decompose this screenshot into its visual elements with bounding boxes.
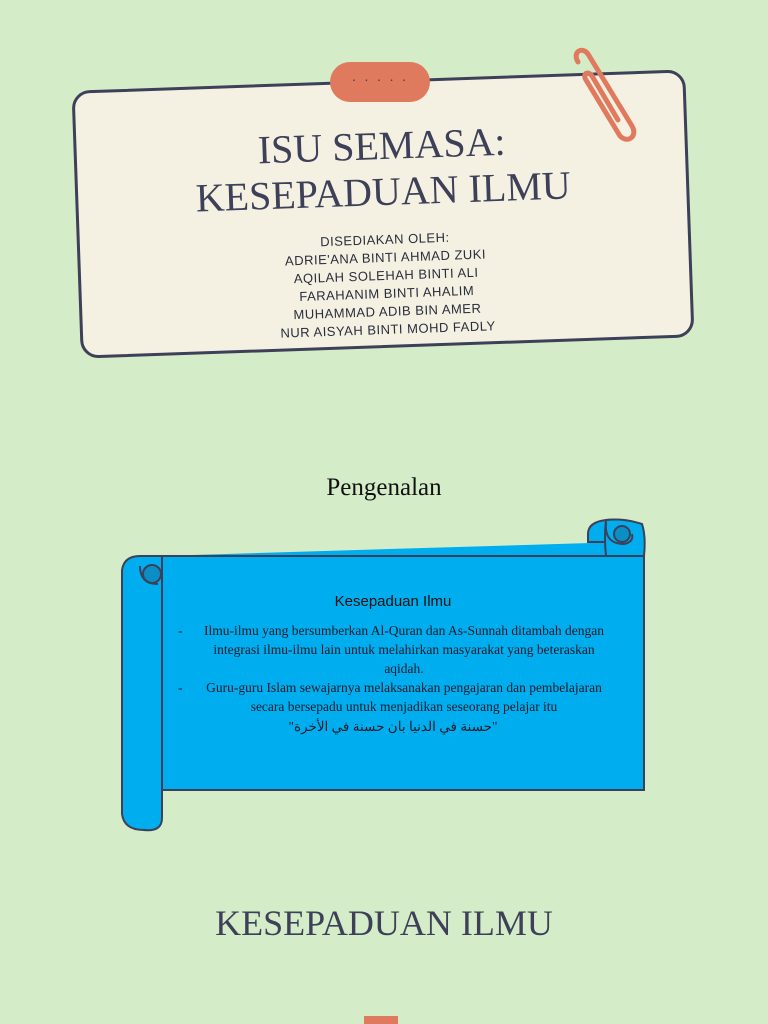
- author-name: FARAHANIM BINTI AHALIM: [299, 282, 475, 304]
- prepared-by-label: DISEDIAKAN OLEH:: [319, 229, 450, 250]
- bullet-dash: -: [178, 680, 183, 695]
- section-title: Pengenalan: [326, 474, 442, 501]
- title-line-2: KESEPADUAN ILMU: [194, 162, 572, 221]
- bullet-item: [178, 678, 608, 716]
- authors-block: [120, 222, 653, 348]
- paperclip-icon: [566, 46, 640, 146]
- card-tab: · · · · ·: [330, 62, 430, 102]
- scroll-heading: Kesepaduan Ilmu: [334, 593, 452, 610]
- bullet-dash: -: [178, 623, 183, 638]
- bullet-text: Guru-guru Islam sewajarnya melaksanakan pengajaran dan pembelajaran secara bersepadu untuk menjadikan seseorang pelajar itu: [206, 680, 602, 714]
- bullet-text: Ilmu-ilmu yang bersumberkan Al-Quran dan As-Sunnah ditambah dengan integrasi ilmu-ilmu lain untuk melahirkan masyarakat yang beteraskan aqidah.: [203, 623, 605, 676]
- arabic-quote: "حسنة في الدنيا بان حسنة في الأخرة": [288, 719, 498, 734]
- bottom-accent-bar: [364, 1016, 398, 1024]
- title-line-1: ISU SEMASA:: [256, 118, 507, 173]
- bullet-item: [178, 621, 608, 678]
- bottom-title: KESEPADUAN ILMU: [215, 903, 553, 943]
- scroll-content: [178, 592, 608, 736]
- author-name: ADRIE'ANA BINTI AHMAD ZUKI: [284, 246, 487, 269]
- author-name: MUHAMMAD ADIB BIN AMER: [293, 300, 482, 323]
- author-name: AQILAH SOLEHAH BINTI ALI: [293, 264, 479, 287]
- author-name: NUR AISYAH BINTI MOHD FADLY: [280, 318, 496, 341]
